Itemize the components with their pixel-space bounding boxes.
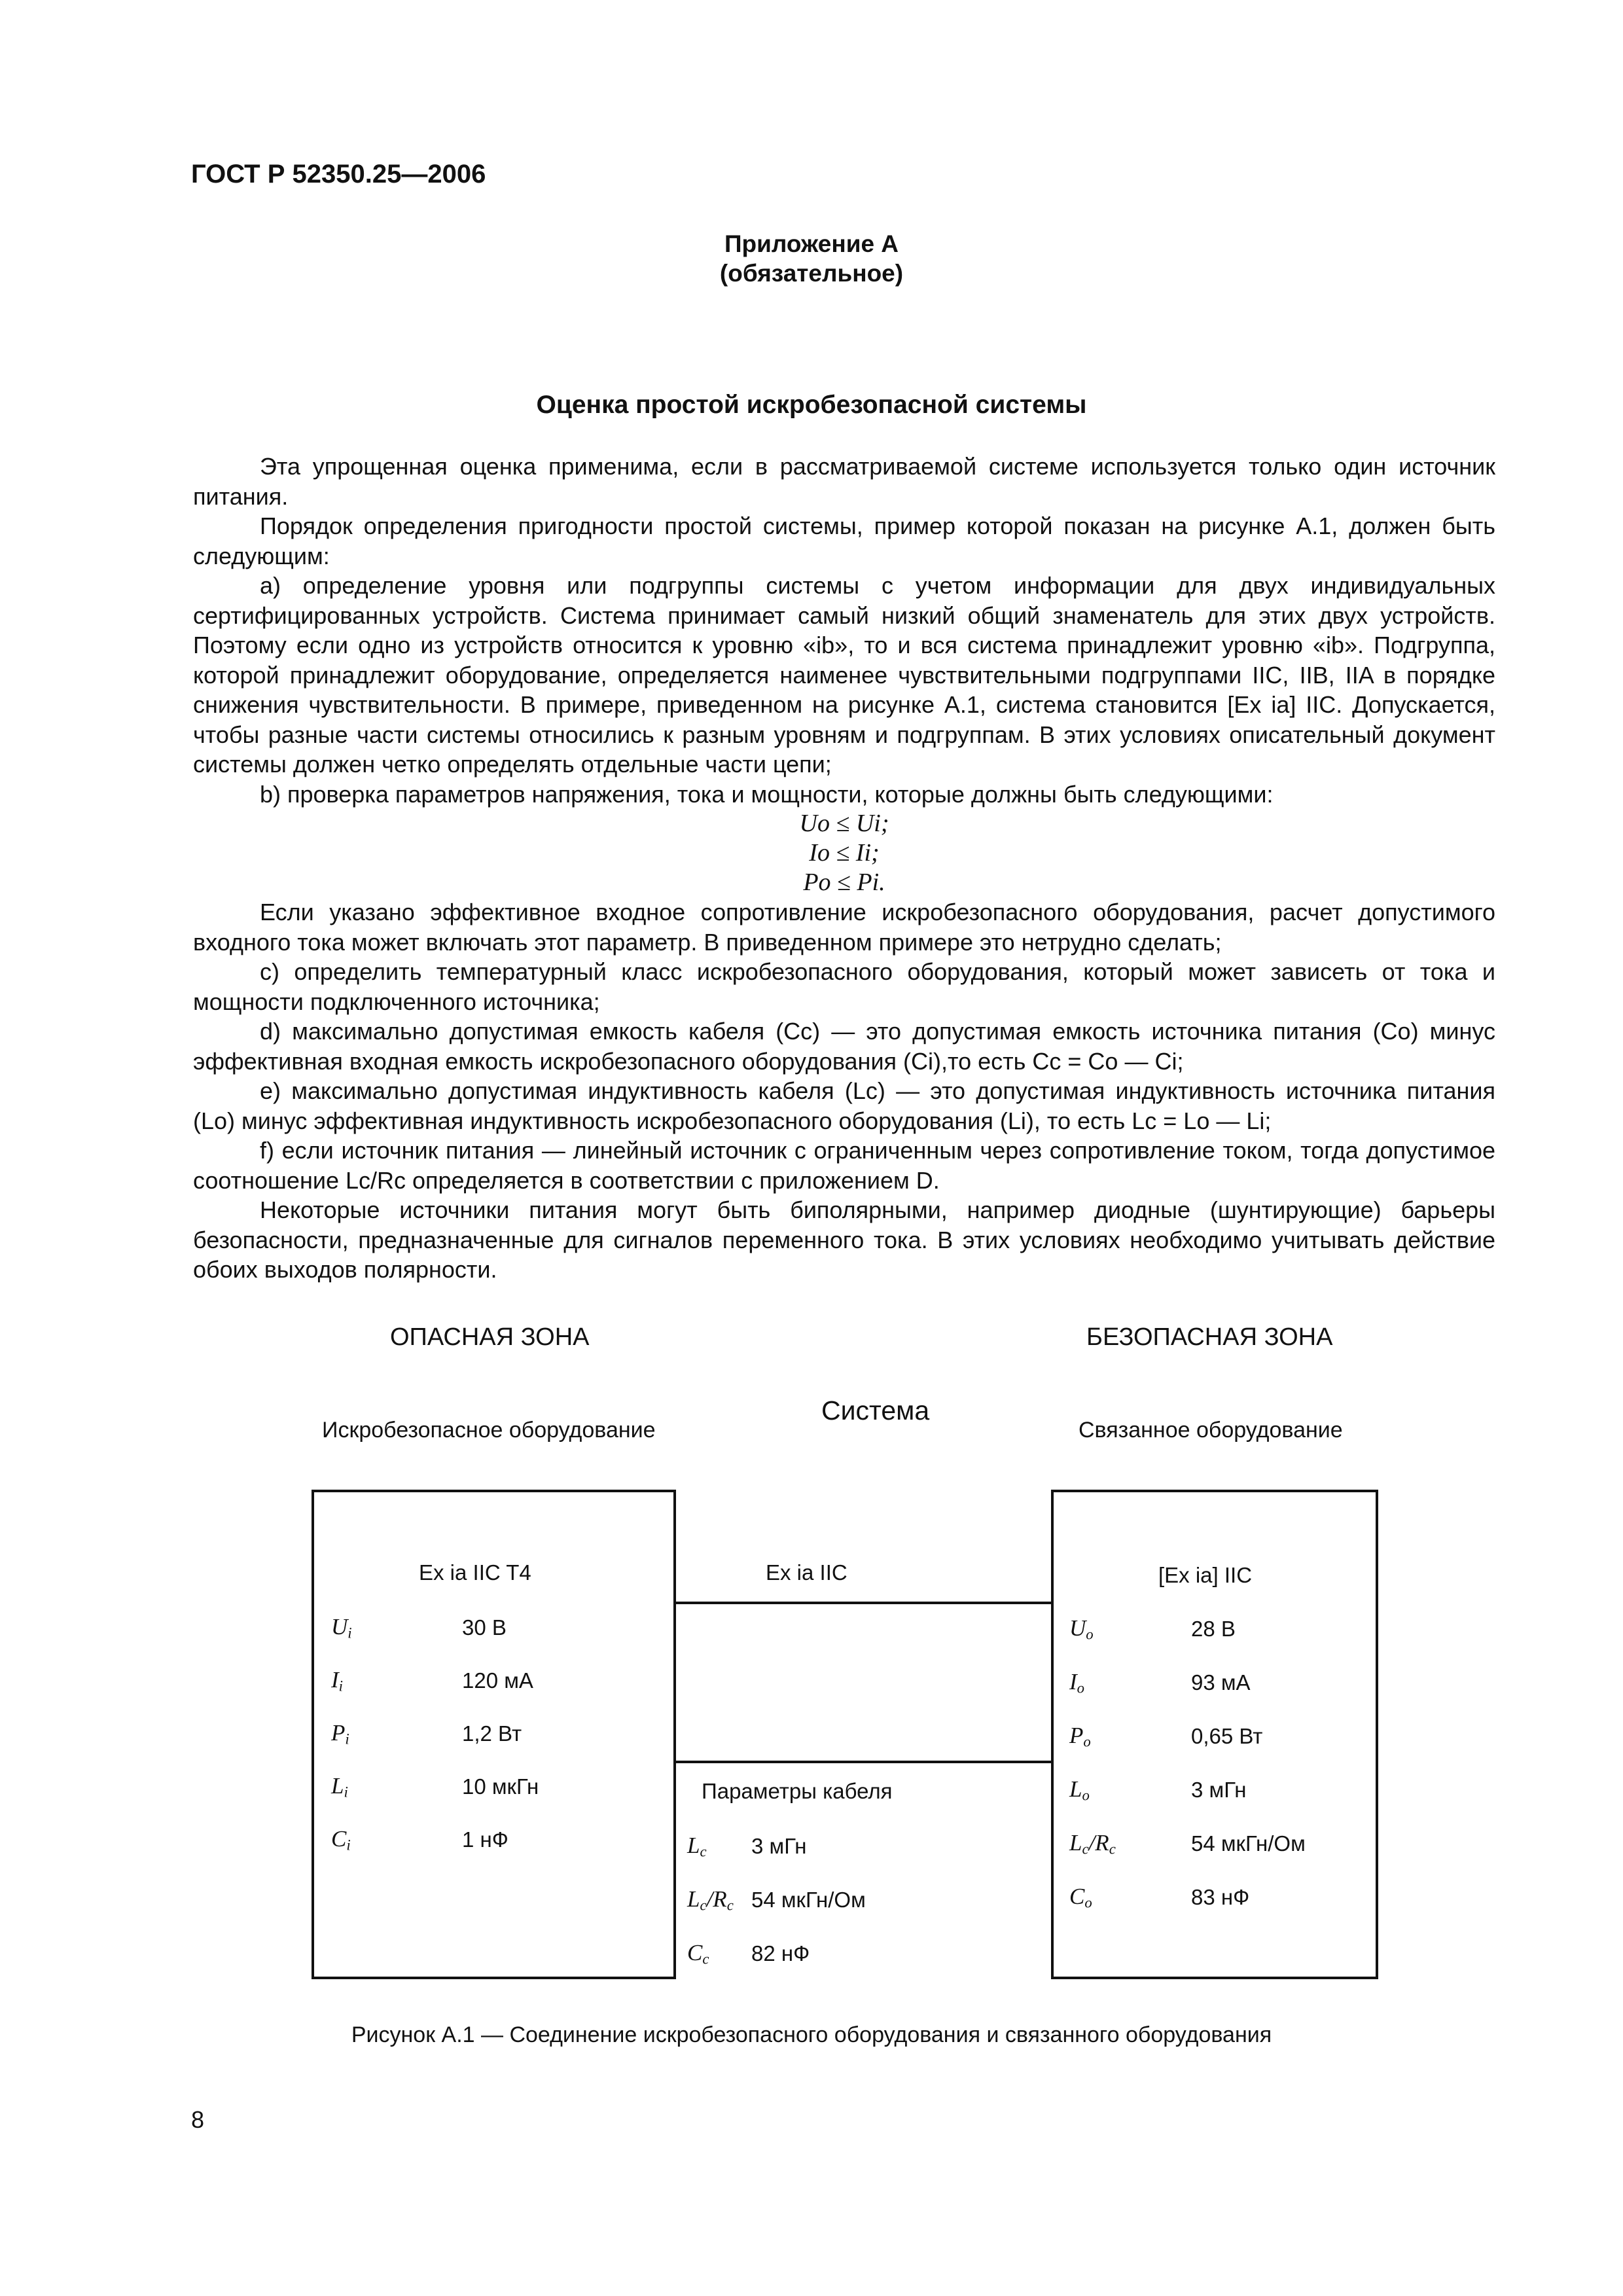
parameter-symbol: $U_i$: [331, 1614, 352, 1641]
parameter-symbol: $L_o$: [1069, 1776, 1090, 1804]
parameter-value: 28 В: [1191, 1617, 1236, 1641]
appendix-title: Приложение А: [724, 230, 899, 257]
appendix-status: (обязательное): [719, 260, 904, 287]
parameter-symbol: $L_c/R_c$: [687, 1886, 734, 1914]
paragraph: Если указано эффективное входное сопротивление искробезопасного оборудования, расчет допустимого входного тока может включать этот параметр. В приведенном примере это нетрудно сделать;: [193, 899, 1495, 956]
parameter-value: 1 нФ: [462, 1827, 508, 1852]
section-title: Оценка простой искробезопасной системы: [536, 391, 1087, 419]
parameter-symbol: $C_i$: [331, 1826, 351, 1854]
parameter-symbol: $I_i$: [331, 1667, 343, 1695]
cable-parameters-title: Параметры кабеля: [702, 1779, 893, 1803]
parameter-symbol: $P_o$: [1069, 1723, 1091, 1750]
paragraph: Эта упрощенная оценка применима, если в рассматриваемой системе используется только один источник питания.: [193, 453, 1495, 510]
parameter-value: 0,65 Вт: [1191, 1724, 1263, 1748]
parameter-symbol: $C_c$: [687, 1940, 709, 1967]
paragraph: Некоторые источники питания могут быть биполярными, например диодные (шунтирующие) барьеры безопасности, предназначенные для сигналов переменного тока. В этих условиях необходимо учитывать действие обоих выходов полярности.: [193, 1196, 1495, 1283]
intrinsically-safe-equipment-label: Искробезопасное оборудование: [322, 1418, 656, 1443]
parameter-value: 3 мГн: [751, 1834, 807, 1858]
list-item-c: c) определить температурный класс искробезопасного оборудования, который может зависеть от тока и мощности подключенного источника;: [193, 958, 1495, 1015]
parameter-symbol: $L_i$: [331, 1773, 348, 1801]
right-marking: [Ex ia] IIC: [1158, 1563, 1253, 1587]
parameter-symbol: $I_o$: [1069, 1669, 1085, 1696]
parameter-value: 82 нФ: [751, 1941, 810, 1965]
cable-bottom-line: [673, 1761, 1051, 1763]
list-item-e: e) максимально допустимая индуктивность кабеля (Lc) — это допустимая индуктивность источника питания (Lo) минус эффективная индуктивность искробезопасного оборудования (Li), то есть Lc = Lo — Li;: [193, 1077, 1495, 1134]
formula-current: Io ≤ Ii;: [809, 839, 880, 867]
parameter-symbol: $L_c/R_c$: [1069, 1830, 1116, 1857]
parameter-value: 54 мкГн/Ом: [1191, 1831, 1306, 1856]
list-item-d: d) максимально допустимая емкость кабеля (Cc) — это допустимая емкость источника питания (Co) минус эффективная входная емкость искробезопасного оборудования (Ci),то есть Cc = Co — Ci;: [193, 1018, 1495, 1075]
parameter-value: 120 мА: [462, 1668, 533, 1693]
list-item-a: a) определение уровня или подгруппы системы с учетом информации для двух индивидуальных сертифицированных устройств. Система принимает самый низкий общий знаменатель для этих двух устройств. Поэтому если одно из устройств относится к уровню «ib», то и вся система принадлежит уровню «ib». Подгруппа, которой принадлежит оборудование, определяется наименее чувствительными подгруппами IIC, IIB, IIA в порядке снижения чувствительности. В примере, приведенном на рисунке А.1, система становится [Ex ia] IIC. Допускается, чтобы разные части системы относились к разным уровням и подгруппам. В этих условиях описательный документ системы должен четко определять отдельные части цепи;: [193, 572, 1495, 778]
list-item-f: f) если источник питания — линейный источник с ограниченным через сопротивление током, тогда допустимое соотношение Lc/Rc определяется в соответствии с приложением D.: [193, 1137, 1495, 1194]
figure-caption: Рисунок А.1 — Соединение искробезопасного оборудования и связанного оборудования: [351, 2022, 1272, 2047]
parameter-symbol: $C_o$: [1069, 1884, 1092, 1911]
parameter-value: 83 нФ: [1191, 1885, 1250, 1909]
parameter-symbol: $L_c$: [687, 1833, 707, 1860]
parameter-symbol: $U_o$: [1069, 1615, 1094, 1643]
hazardous-zone-label: ОПАСНАЯ ЗОНА: [390, 1323, 590, 1351]
parameter-value: 93 мА: [1191, 1670, 1251, 1695]
page-number: 8: [191, 2106, 205, 2133]
parameter-value: 54 мкГн/Ом: [751, 1888, 866, 1912]
system-label: Система: [821, 1395, 930, 1426]
parameter-symbol: $P_i$: [331, 1720, 349, 1748]
body-text: [193, 452, 1495, 1285]
safe-zone-label: БЕЗОПАСНАЯ ЗОНА: [1086, 1323, 1333, 1351]
list-item-b: b) проверка параметров напряжения, тока и мощности, которые должны быть следующими:: [260, 780, 1274, 808]
formula-power: Po ≤ Pi.: [803, 869, 885, 896]
left-marking: Ex ia IIC T4: [419, 1560, 531, 1585]
formula-voltage: Uo ≤ Ui;: [799, 810, 889, 837]
parameter-value: 10 мкГн: [462, 1774, 539, 1799]
middle-marking: Ex ia IIC: [766, 1560, 847, 1585]
associated-equipment-label: Связанное оборудование: [1079, 1418, 1343, 1443]
parameter-value: 3 мГн: [1191, 1778, 1247, 1802]
parameter-value: 1,2 Вт: [462, 1721, 522, 1746]
standard-number: ГОСТ Р 52350.25—2006: [191, 160, 486, 188]
parameter-value: 30 В: [462, 1615, 507, 1640]
paragraph: Порядок определения пригодности простой системы, пример которой показан на рисунке А.1, должен быть следующим:: [193, 512, 1495, 569]
cable-top-line: [673, 1602, 1051, 1604]
